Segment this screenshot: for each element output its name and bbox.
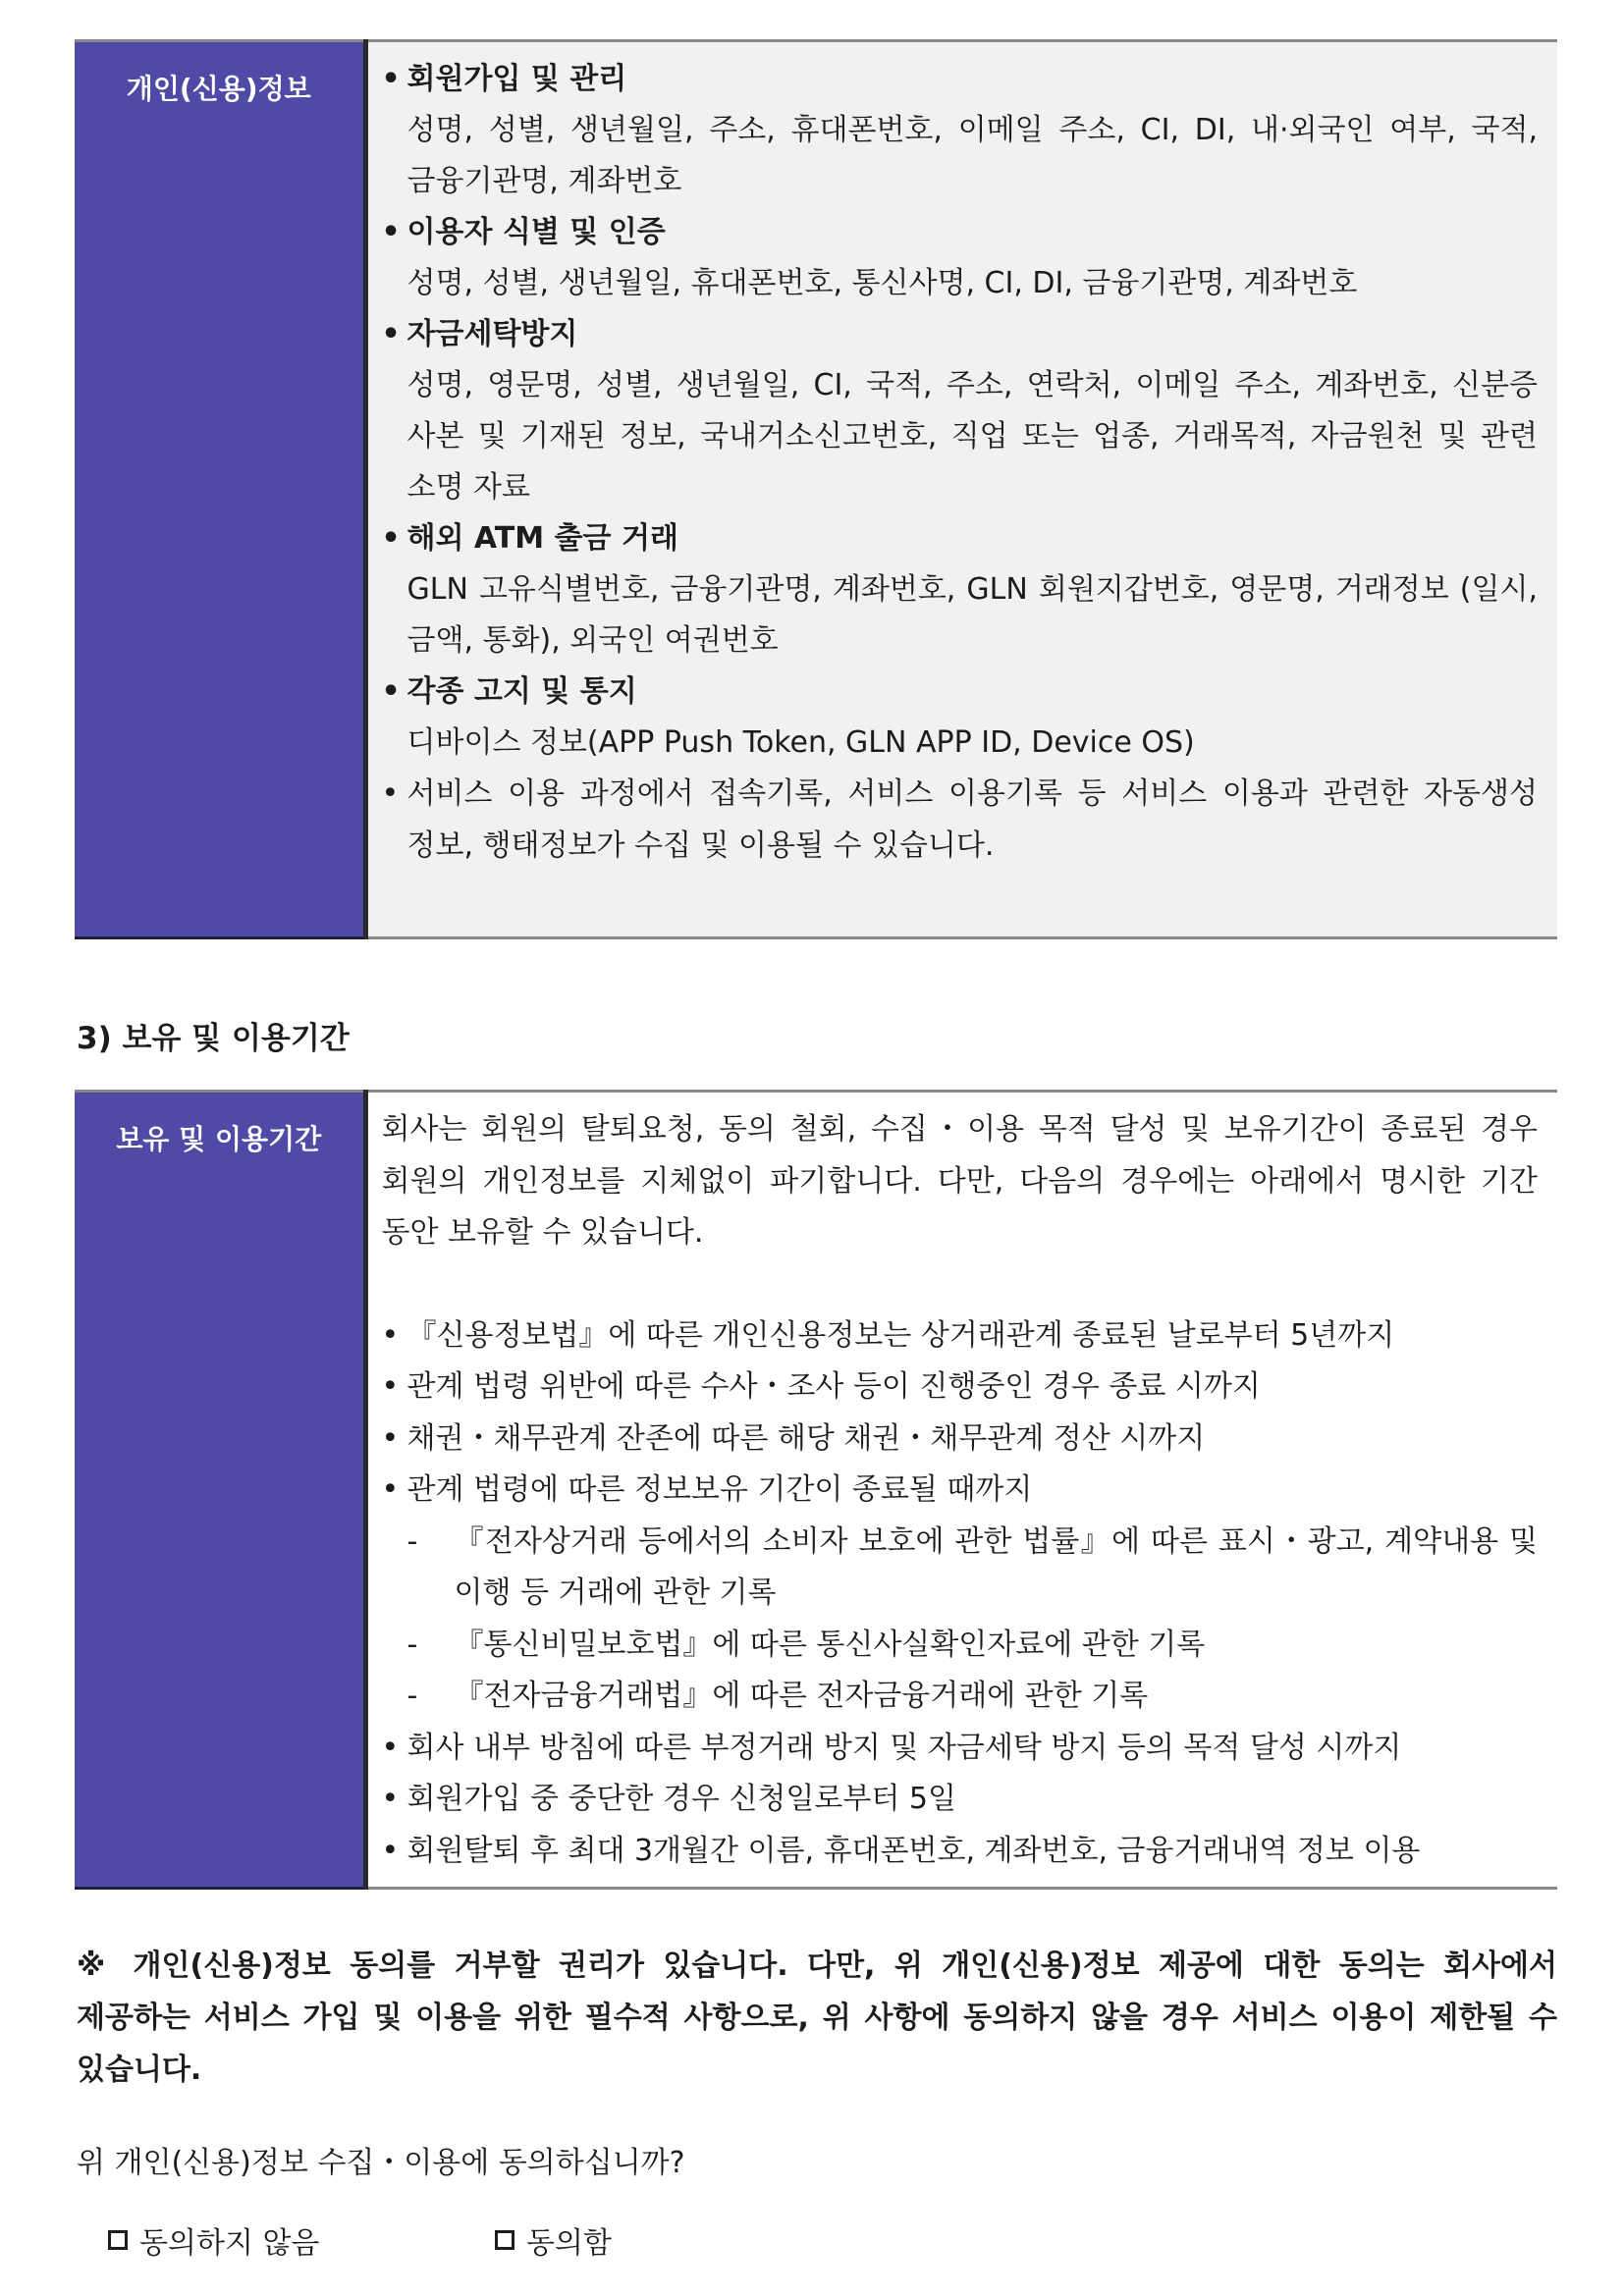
info-item-membership: • 회원가입 및 관리 성명, 성별, 생년월일, 주소, 휴대폰번호, 이메일 주소, CI, DI, 내·외국인 여부, 국적, 금융기관명, 계좌번호 <box>382 54 1539 207</box>
refusal-rights-notice: ※ 개인(신용)정보 동의를 거부할 권리가 있습니다. 다만, 위 개인(신용)정보 제공에 대한 동의는 회사에서 제공하는 서비스 가입 및 이용을 위한 필수적 사항으로, 위 사항에 동의하지 않을 경우 서비스 이용이 제한될 수 있습니다. <box>77 1949 1557 2087</box>
item-text: 성명, 성별, 생년월일, 주소, 휴대폰번호, 이메일 주소, CI, DI, 내·외국인 여부, 국적, 금융기관명, 계좌번호 <box>406 113 1538 198</box>
table-header-retention: 보유 및 이용기간 <box>75 1092 365 1889</box>
retention-bullet: • 관계 법령에 따른 정보보유 기간이 종료될 때까지 <box>381 1472 1033 1507</box>
info-item-aml: • 자금세탁방지 성명, 영문명, 성별, 생년월일, CI, 국적, 주소, 연락처, 이메일 주소, 계좌번호, 신분증 사본 및 기재된 정보, 국내거소신고번호, 직업 또는 업종, 거래목적, 자금원천 및 관련 소명 자료 <box>382 309 1539 513</box>
item-text: 성명, 성별, 생년월일, 휴대폰번호, 통신사명, CI, DI, 금융기관명, 계좌번호 <box>406 266 1358 300</box>
consent-question: 위 개인(신용)정보 수집・이용에 동의하십니까? <box>77 2146 685 2180</box>
retention-bullet: • 회사 내부 방침에 따른 부정거래 방지 및 자금세탁 방지 등의 목적 달성 시까지 <box>381 1730 1402 1765</box>
info-item-notice: • 각종 고지 및 통지 디바이스 정보(APP Push Token, GLN APP ID, Device OS) <box>382 667 1539 769</box>
item-text: 성명, 영문명, 성별, 생년월일, CI, 국적, 주소, 연락처, 이메일 주소, 계좌번호, 신분증 사본 및 기재된 정보, 국내거소신고번호, 직업 또는 업종, 거래목적, 자금원천 및 관련 소명 자료 <box>406 368 1538 505</box>
item-heading: 각종 고지 및 통지 <box>406 674 637 709</box>
retention-bullet: • 회원가입 중 중단한 경우 신청일로부터 5일 <box>381 1782 956 1816</box>
retention-bullet: • 채권・채무관계 잔존에 따른 해당 채권・채무관계 정산 시까지 <box>381 1420 1206 1456</box>
agree-option[interactable] <box>495 2218 612 2262</box>
item-heading: 이용자 식별 및 인증 <box>406 215 666 249</box>
personal-info-table <box>75 39 1557 939</box>
retention-bullet: • 회원탈퇴 후 최대 3개월간 이름, 휴대폰번호, 계좌번호, 금융거래내역 정보 이용 <box>381 1833 1421 1868</box>
table-header-personal-info: 개인(신용)정보 <box>75 41 365 938</box>
table-body-retention <box>365 1092 1557 1889</box>
retention-table <box>75 1090 1557 1890</box>
agree-label: 동의함 <box>526 2226 612 2261</box>
item-text: GLN 고유식별번호, 금융기관명, 계좌번호, GLN 회원지갑번호, 영문명, 거래정보 (일시, 금액, 통화), 외국인 여권번호 <box>406 572 1538 658</box>
retention-bullet: • 관계 법령 위반에 따른 수사・조사 등이 진행중인 경우 종료 시까지 <box>381 1369 1261 1404</box>
info-item-atm: • 해외 ATM 출금 거래 GLN 고유식별번호, 금융기관명, 계좌번호, GLN 회원지갑번호, 영문명, 거래정보 (일시, 금액, 통화), 외국인 여권번호 <box>382 513 1539 667</box>
info-footer-note: • 서비스 이용 과정에서 접속기록, 서비스 이용기록 등 서비스 이용과 관련한 자동생성 정보, 행태정보가 수집 및 이용될 수 있습니다. <box>381 776 1538 863</box>
item-heading: 회원가입 및 관리 <box>406 62 627 96</box>
retention-sub-item: - 『통신비밀보호법』에 따른 통신사실확인자료에 관한 기록 <box>406 1627 1206 1662</box>
info-item-identification: • 이용자 식별 및 인증 성명, 성별, 생년월일, 휴대폰번호, 통신사명, CI, DI, 금융기관명, 계좌번호 <box>382 207 1539 309</box>
retention-intro: 회사는 회원의 탈퇴요청, 동의 철회, 수집・이용 목적 달성 및 보유기간이 종료된 경우 회원의 개인정보를 지체없이 파기합니다. 다만, 다음의 경우에는 아래에서 명시한 기간 동안 보유할 수 있습니다. <box>381 1112 1538 1250</box>
table-body-personal-info <box>365 41 1557 938</box>
retention-sub-item: - 『전자금융거래법』에 따른 전자금융거래에 관한 기록 <box>406 1679 1149 1713</box>
item-heading: 해외 ATM 출금 거래 <box>406 521 678 556</box>
checkbox-icon[interactable] <box>108 2230 128 2250</box>
disagree-label: 동의하지 않음 <box>139 2226 320 2261</box>
retention-sub-item: - 『전자상거래 등에서의 소비자 보호에 관한 법률』에 따른 표시・광고, 계약내용 및 이행 등 거래에 관한 기록 <box>406 1523 1538 1610</box>
checkbox-icon[interactable] <box>495 2230 514 2250</box>
item-text: 디바이스 정보(APP Push Token, GLN APP ID, Device OS) <box>406 725 1195 760</box>
section-title-retention: 3) 보유 및 이용기간 <box>77 1021 350 1056</box>
retention-bullet: • 『신용정보법』에 따른 개인신용정보는 상거래관계 종료된 날로부터 5년까지 <box>381 1317 1395 1353</box>
disagree-option[interactable] <box>108 2218 319 2262</box>
item-heading: 자금세탁방지 <box>406 317 578 351</box>
